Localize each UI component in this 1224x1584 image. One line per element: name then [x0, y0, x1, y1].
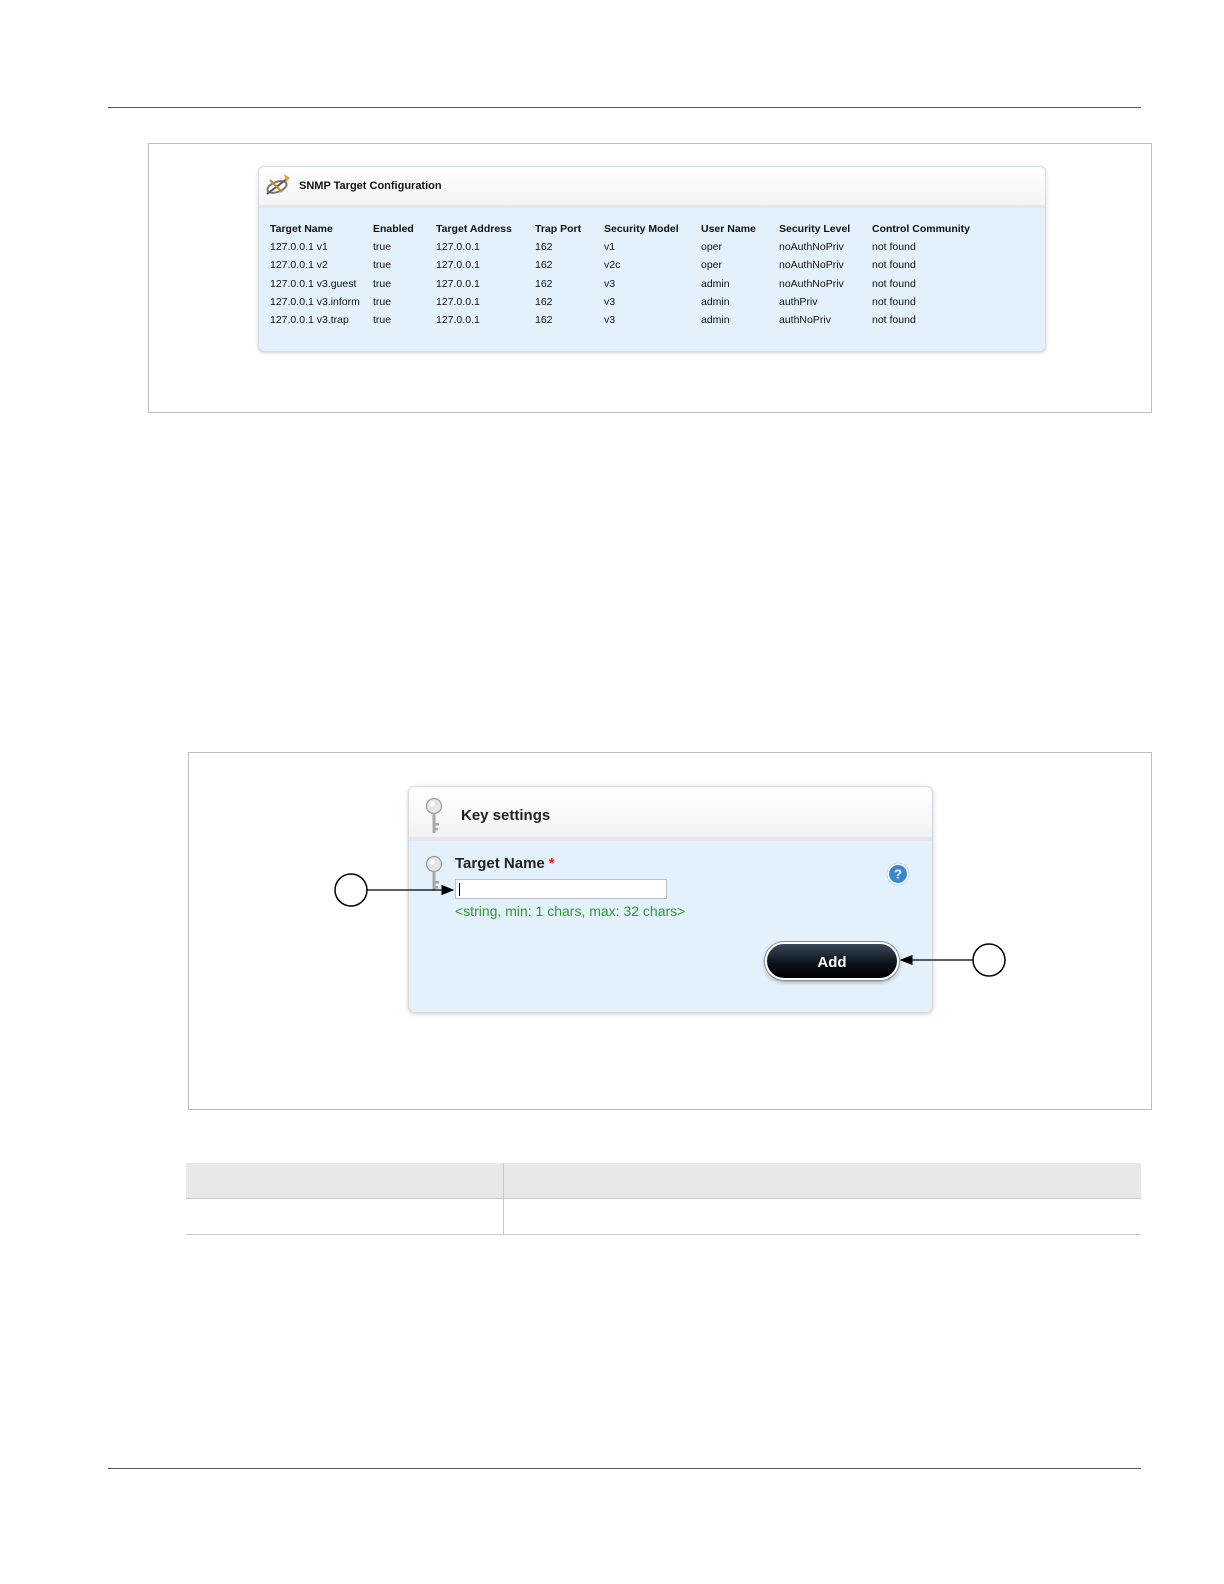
table-cell: true — [373, 259, 392, 272]
column-header: Trap Port — [535, 223, 582, 235]
table-cell: v2c — [604, 259, 621, 272]
column-header: Security Model — [604, 223, 679, 235]
satellite-icon — [264, 172, 292, 198]
figure-key-settings — [188, 752, 1152, 1110]
table-header-row — [186, 1163, 1141, 1199]
description-table — [186, 1163, 1141, 1235]
table-row — [259, 259, 1045, 277]
table-row — [259, 314, 1045, 332]
column-divider — [503, 1199, 504, 1234]
table-cell: 162 — [535, 313, 553, 326]
table-cell: 127.0.0.1 — [436, 277, 480, 290]
table-cell: 162 — [535, 241, 553, 254]
table-cell: admin — [701, 313, 730, 326]
column-header: Security Level — [779, 223, 851, 235]
snmp-target-panel — [258, 166, 1046, 352]
table-cell: 162 — [535, 277, 553, 290]
snmp-target-table — [259, 223, 1045, 332]
svg-text:?: ? — [894, 866, 902, 882]
column-header: Target Name — [270, 223, 333, 235]
table-cell: 127.0.0.1 — [436, 313, 480, 326]
panel-header — [259, 167, 1045, 208]
table-cell: noAuthNoPriv — [779, 259, 844, 272]
panel-title: SNMP Target Configuration — [299, 180, 442, 192]
add-button[interactable]: Add — [765, 942, 899, 980]
table-cell: 127.0.0.1 v3.trap — [270, 313, 349, 326]
footer-rule — [108, 1468, 1141, 1469]
table-cell: noAuthNoPriv — [779, 277, 844, 290]
table-cell: true — [373, 295, 392, 308]
column-header: Target Address — [436, 223, 512, 235]
table-cell: 127.0.0.1 v1 — [270, 241, 328, 254]
required-mark: * — [548, 855, 555, 872]
table-cell: not found — [872, 241, 916, 254]
table-cell: v3 — [604, 277, 616, 290]
target-name-label-text: Target Name — [455, 855, 545, 872]
callout-2 — [901, 944, 1005, 976]
table-cell: authNoPriv — [779, 313, 831, 326]
table-cell: oper — [701, 259, 723, 272]
table-row — [259, 278, 1045, 296]
table-cell: not found — [872, 313, 916, 326]
table-cell: true — [373, 313, 392, 326]
column-divider — [503, 1163, 504, 1198]
table-cell: 127.0.0.1 v3.inform — [270, 295, 360, 308]
table-cell: authPriv — [779, 295, 818, 308]
column-header: User Name — [701, 223, 756, 235]
table-cell: 162 — [535, 295, 553, 308]
target-name-hint: <string, min: 1 chars, max: 32 chars> — [455, 903, 686, 919]
table-row — [186, 1199, 1141, 1235]
callout-overlay — [189, 753, 1153, 1111]
table-cell: v3 — [604, 313, 616, 326]
table-cell: v3 — [604, 295, 616, 308]
figure-snmp-targets — [148, 143, 1152, 413]
table-cell: noAuthNoPriv — [779, 241, 844, 254]
table-cell: not found — [872, 295, 916, 308]
callout-1 — [335, 874, 453, 906]
table-cell: true — [373, 277, 392, 290]
table-cell: not found — [872, 259, 916, 272]
table-cell: true — [373, 241, 392, 254]
table-cell: 162 — [535, 259, 553, 272]
table-cell: 127.0.0.1 — [436, 241, 480, 254]
table-cell: not found — [872, 277, 916, 290]
table-row — [259, 296, 1045, 314]
table-cell: v1 — [604, 241, 616, 254]
table-cell: 127.0.0.1 v3.guest — [270, 277, 357, 290]
table-row — [259, 241, 1045, 259]
column-header: Enabled — [373, 223, 414, 235]
table-header-row — [259, 223, 1045, 241]
table-cell: admin — [701, 295, 730, 308]
table-cell: admin — [701, 277, 730, 290]
table-cell: oper — [701, 241, 723, 254]
column-header: Control Community — [872, 223, 970, 235]
header-rule — [108, 107, 1141, 108]
table-cell: 127.0.0.1 — [436, 259, 480, 272]
table-cell: 127.0.0.1 v2 — [270, 259, 328, 272]
panel-title: Key settings — [461, 807, 551, 824]
table-cell: 127.0.0.1 — [436, 295, 480, 308]
